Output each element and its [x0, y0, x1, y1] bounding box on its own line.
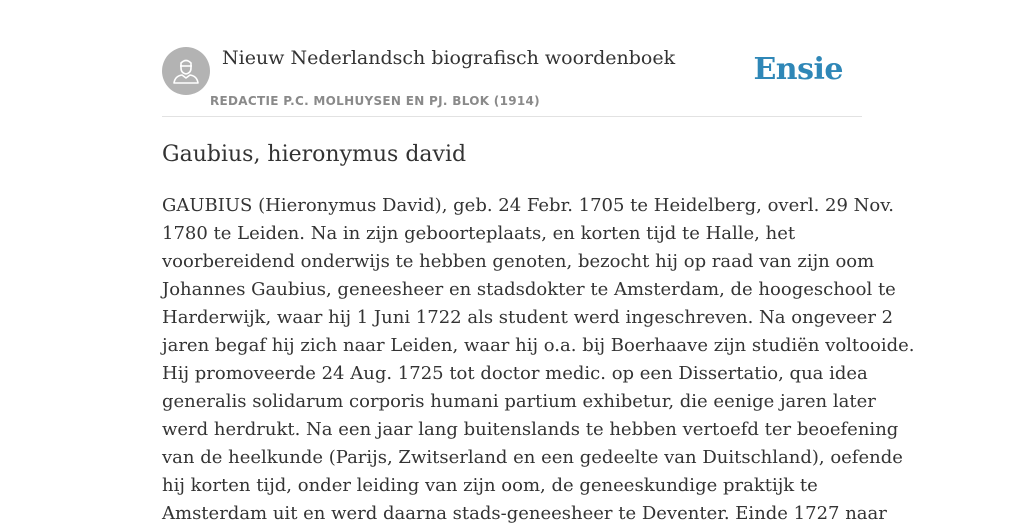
body-line: werd herdrukt. Na een jaar lang buitenslands te hebben vertoefd ter beoefening — [162, 419, 899, 440]
body-line: 1780 te Leiden. Na in zijn geboorteplaats, en korten tijd te Halle, het — [162, 223, 796, 244]
avatar[interactable] — [162, 47, 210, 95]
body-line: GAUBIUS (Hieronymus David), geb. 24 Febr. 1705 te Heidelberg, overl. 29 Nov. — [162, 195, 895, 216]
source-header — [162, 44, 862, 117]
body-line: Harderwijk, waar hij 1 Juni 1722 als student werd ingeschreven. Na ongeveer 2 — [162, 307, 894, 328]
source-subtitle: REDACTIE P.C. MOLHUYSEN EN PJ. BLOK (1914) — [210, 94, 540, 108]
source-title[interactable]: Nieuw Nederlandsch biografisch woordenboek — [222, 47, 676, 69]
entry-body — [162, 192, 915, 528]
body-line: Hij promoveerde 24 Aug. 1725 tot doctor medic. op een Dissertatio, qua idea — [162, 363, 868, 384]
body-line: Johannes Gaubius, geneesheer en stadsdokter te Amsterdam, de hoogeschool te — [162, 279, 896, 300]
entry-title: Gaubius, hieronymus david — [162, 142, 467, 167]
body-line: Amsterdam uit en werd daarna stads-geneesheer te Deventer. Einde 1727 naar — [162, 503, 887, 524]
body-line: jaren begaf hij zich naar Leiden, waar hij o.a. bij Boerhaave zijn studiën voltooide. — [162, 335, 915, 356]
user-silhouette-icon — [162, 47, 210, 95]
body-line: voorbereidend onderwijs te hebben genoten, bezocht hij op raad van zijn oom — [162, 251, 875, 272]
body-line: generalis solidarum corporis humani partium exhibetur, die eenige jaren later — [162, 391, 876, 412]
brand-logo[interactable]: Ensie — [753, 52, 843, 87]
body-line: hij korten tijd, onder leiding van zijn oom, de geneeskundige praktijk te — [162, 475, 818, 496]
body-line: van de heelkunde (Parijs, Zwitserland en een gedeelte van Duitschland), oefende — [162, 447, 903, 468]
